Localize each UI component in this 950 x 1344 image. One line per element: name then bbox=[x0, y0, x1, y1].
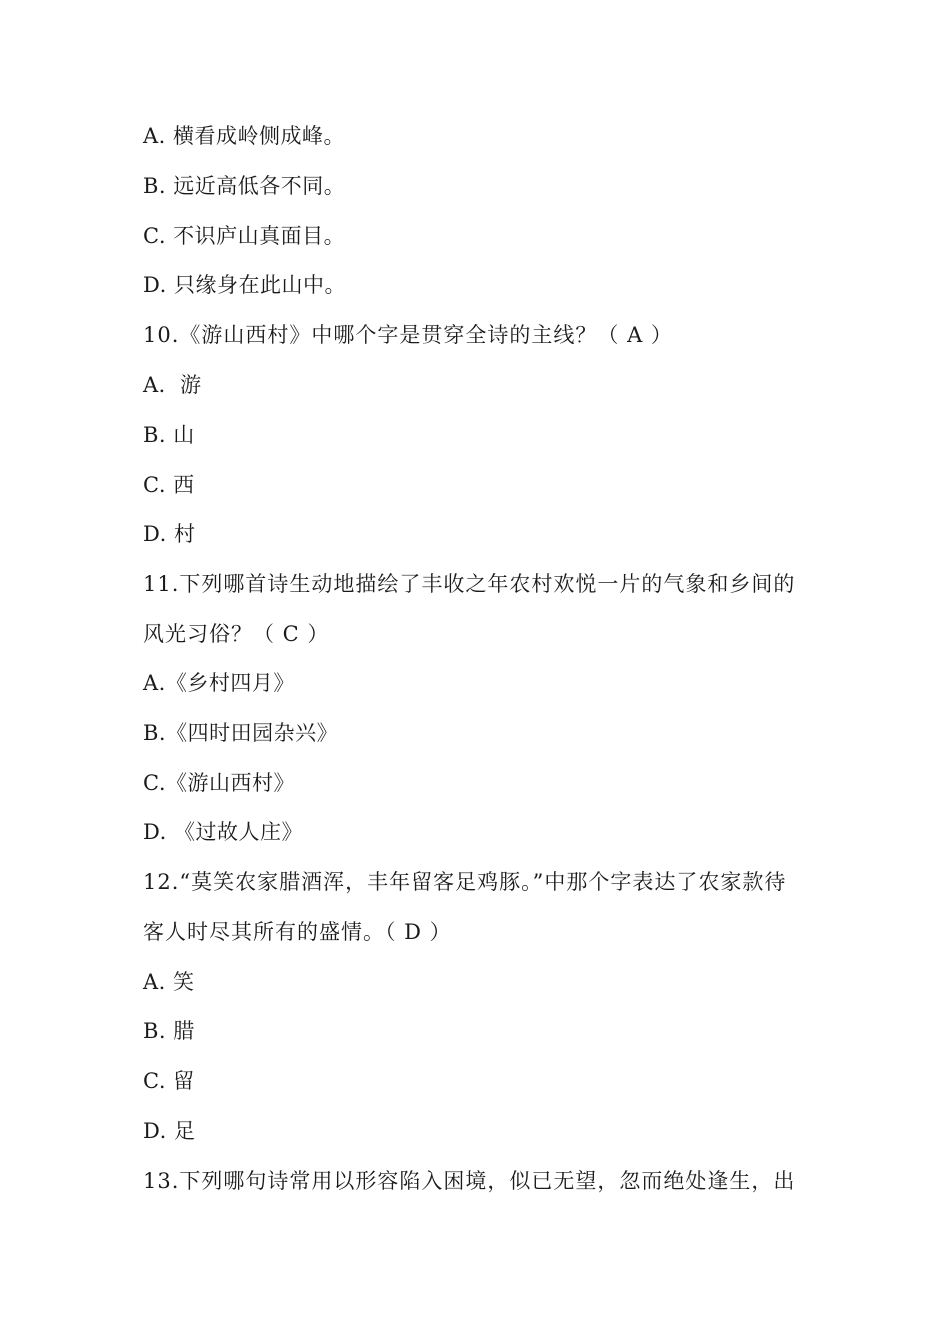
q10-option-c: C. 西 bbox=[143, 473, 195, 497]
question-12-line-1: 12.“莫笑农家腊酒浑，丰年留客足鸡豚。”中那个字表达了农家款待 bbox=[143, 870, 787, 894]
question-11-line-1: 11.下列哪首诗生动地描绘了丰收之年农村欢悦一片的气象和乡间的 bbox=[143, 572, 796, 596]
question-10: 10.《游山西村》中哪个字是贯穿全诗的主线？（ A ） bbox=[143, 323, 673, 347]
question-12-line-2: 客人时尽其所有的盛情。（ D ） bbox=[143, 920, 452, 944]
q12-option-d: D. 足 bbox=[143, 1119, 196, 1143]
q11-option-d: D. 《过故人庄》 bbox=[143, 820, 303, 844]
option-d-line: D. 只缘身在此山中。 bbox=[143, 273, 346, 297]
q12-option-a: A. 笑 bbox=[143, 970, 195, 994]
option-c-line: C. 不识庐山真面目。 bbox=[143, 224, 346, 248]
q11-option-a: A.《乡村四月》 bbox=[143, 671, 295, 695]
q10-option-d: D. 村 bbox=[143, 522, 196, 546]
q12-option-b: B. 腊 bbox=[143, 1019, 195, 1043]
option-a-line: A. 横看成岭侧成峰。 bbox=[143, 124, 346, 148]
q12-option-c: C. 留 bbox=[143, 1069, 195, 1093]
q11-option-b: B.《四时田园杂兴》 bbox=[143, 721, 339, 745]
question-13-line-1: 13.下列哪句诗常用以形容陷入困境，似已无望，忽而绝处逢生，出 bbox=[143, 1169, 796, 1193]
option-b-line: B. 远近高低各不同。 bbox=[143, 174, 346, 198]
q10-option-b: B. 山 bbox=[143, 423, 195, 447]
q10-option-a: A．游 bbox=[143, 373, 202, 397]
question-11-line-2: 风光习俗？（ C ） bbox=[143, 622, 330, 646]
q11-option-c: C.《游山西村》 bbox=[143, 771, 295, 795]
